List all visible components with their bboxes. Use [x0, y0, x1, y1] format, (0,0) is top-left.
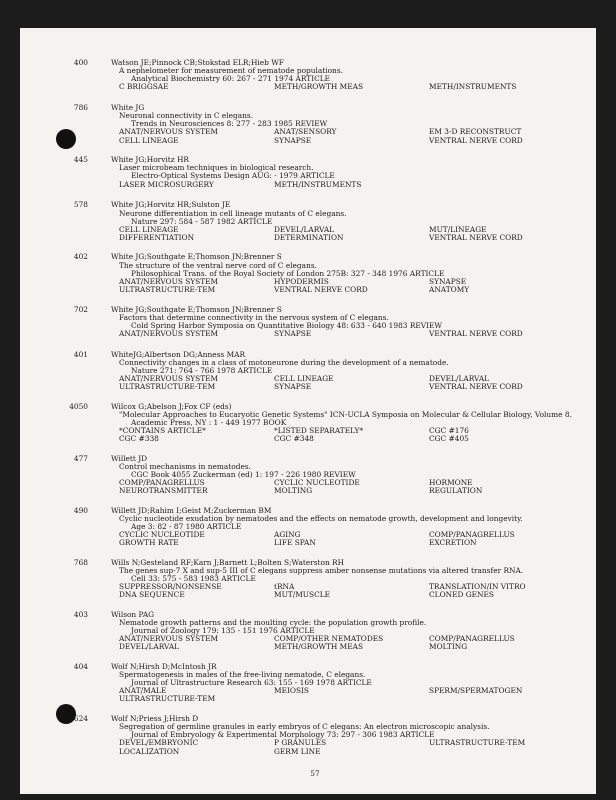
keyword: ULTRASTRUCTURE-TEM [119, 284, 216, 294]
entry-authors: Watson JE;Pinnock CB;Stokstad ELR;Hieb WF [111, 58, 284, 67]
entry-authors: White JG;Horvitz HR;Sulston JE [111, 200, 231, 210]
entry-source: Nature 297: 584 - 587 1982 ARTICLE [131, 216, 273, 226]
bibliography-entry [60, 611, 596, 651]
bibliography-list [60, 59, 596, 767]
keyword: P GRANULES [274, 738, 327, 748]
keyword-row [119, 137, 596, 145]
bibliography-entry [60, 104, 596, 144]
entry-number: 702 [73, 304, 88, 314]
keyword: METH/GROWTH MEAS [274, 642, 364, 652]
entry-source: Trends in Neurosciences 8: 277 - 283 1985 REVIEW [131, 119, 328, 129]
keyword-row [119, 583, 596, 591]
keyword: TRANSLATION/IN VITRO [429, 582, 526, 592]
keyword-row [119, 128, 596, 136]
keyword-row [119, 748, 596, 756]
entry-authors: Wills N;Gesteland RF;Karn J;Barnett L;Bolten S;Waterston RH [111, 557, 345, 567]
entry-source: Analytical Biochemistry 60: 267 - 271 1974 ARTICLE [131, 74, 331, 84]
keyword: ANAT/NERVOUS SYSTEM [119, 276, 219, 286]
keyword: tRNA [274, 582, 295, 592]
entry-source: Cold Spring Harbor Symposia on Quantitative Biology 48: 633 - 640 1983 REVIEW [131, 320, 443, 330]
entry-authors: White JG;Southgate E;Thomson JN;Brenner S [111, 304, 282, 314]
keyword-row [119, 591, 596, 599]
keyword: ANAT/NERVOUS SYSTEM [119, 328, 219, 338]
keyword: GROWTH RATE [119, 538, 179, 548]
entry-authors: WhiteJG;Albertson DG;Anness MAR [111, 349, 246, 359]
bibliography-entry [60, 403, 596, 443]
bibliography-entry [60, 59, 596, 91]
keyword: SUPPRESSOR/NONSENSE [119, 582, 222, 592]
keyword: MOLTING [429, 642, 468, 652]
keyword-row [119, 427, 596, 435]
entry-number: 445 [73, 155, 88, 165]
keyword: C BRIGGSAE [119, 82, 169, 92]
keyword-row [119, 234, 596, 242]
keyword: SYNAPSE [274, 135, 312, 145]
entry-number: 578 [73, 200, 88, 210]
entry-title: Connectivity changes in a class of motoneurone during the development of a nematode. [119, 357, 449, 367]
keyword: LOCALIZATION [119, 746, 180, 756]
entry-source: Nature 271: 764 - 766 1978 ARTICLE [131, 365, 273, 375]
entry-authors: White JG;Southgate E;Thomson JN;Brenner S [111, 252, 282, 262]
entry-source: Journal of Zoology 179: 135 - 151 1976 ARTICLE [131, 626, 315, 636]
entry-title: The genes sup-7 X and sup-5 III of C elegans suppress amber nonsense mutations via altered transfer RNA. [119, 566, 524, 576]
bibliography-entry [60, 253, 596, 293]
entry-title: Cyclic nucleotide exudation by nematodes and the effects on nematode growth, development and longevity. [119, 513, 523, 523]
entry-number: 624 [73, 714, 88, 724]
entry-number: 400 [73, 58, 88, 67]
entry-title: Segregation of germline granules in early embryos of C elegans: An electron microscopic analysis. [119, 722, 490, 732]
bibliography-entry [60, 507, 596, 547]
entry-title: Neuronal connectivity in C elegans. [119, 111, 254, 121]
keyword: ULTRASTRUCTURE-TEM [119, 382, 216, 392]
entry-source: Academic Press, NY : 1 - 449 1977 BOOK [131, 417, 287, 427]
entry-source: CGC Book 4055 Zuckerman (ed) 1: 197 - 226 1980 REVIEW [131, 470, 356, 480]
keyword: ANAT/MALE [119, 686, 167, 696]
keyword: VENTRAL NERVE CORD [429, 328, 523, 338]
keyword: CGC #176 [429, 426, 469, 436]
entry-source: Philosophical Trans. of the Royal Society of London 275B: 327 - 348 1976 ARTICLE [131, 268, 445, 278]
keyword: *LISTED SEPARATELY* [274, 426, 364, 436]
keyword: CELL LINEAGE [119, 224, 179, 234]
keyword: ANAT/NERVOUS SYSTEM [119, 634, 219, 644]
keyword: LASER MICROSURGERY [119, 179, 214, 189]
entry-authors: Wolf N;Hirsh D;McIntosh JR [111, 662, 217, 672]
page-number: 57 [310, 769, 320, 778]
keyword: EXCRETION [429, 538, 477, 548]
keyword-row [119, 539, 596, 547]
keyword: DETERMINATION [274, 232, 344, 242]
entry-number: 786 [73, 103, 88, 113]
keyword: CGC #405 [429, 434, 469, 444]
keyword: MEIOSIS [274, 686, 309, 696]
keyword: CLONED GENES [429, 590, 494, 600]
keyword: CELL LINEAGE [274, 373, 334, 383]
entry-number: 768 [73, 557, 88, 567]
bibliography-entry [60, 351, 596, 391]
keyword: ANATOMY [429, 284, 470, 294]
keyword: AGING [274, 530, 301, 540]
entry-number: 4050 [69, 401, 88, 411]
entry-source: Age 3: 82 - 87 1980 ARTICLE [131, 522, 242, 532]
keyword: SYNAPSE [274, 382, 312, 392]
keyword: DEVEL/LARVAL [429, 373, 490, 383]
keyword: METH/INSTRUMENTS [429, 82, 517, 92]
entry-number: 402 [73, 252, 88, 262]
bibliography-entry [60, 455, 596, 495]
keyword: ANAT/NERVOUS SYSTEM [119, 127, 219, 137]
keyword: CYCLIC NUCLEOTIDE [274, 478, 360, 488]
entry-authors: Wilcox G;Abelson J;Fox CF (eds) [111, 401, 232, 411]
keyword: DNA SEQUENCE [119, 590, 185, 600]
bibliography-entry [60, 715, 596, 755]
keyword-row [119, 643, 596, 651]
keyword: GERM LINE [274, 746, 321, 756]
keyword: COMP/OTHER NEMATODES [274, 634, 384, 644]
entry-authors: Willett JD;Rahim I;Geist M;Zuckerman BM [111, 505, 272, 515]
keyword: DEVEL/EMBRYONIC [119, 738, 199, 748]
entry-authors: Willett JD [111, 453, 148, 463]
keyword: METH/GROWTH MEAS [274, 82, 364, 92]
keyword: HORMONE [429, 478, 473, 488]
keyword: REGULATION [429, 486, 483, 496]
bibliography-entry [60, 201, 596, 241]
entry-number: 403 [73, 610, 88, 620]
keyword: ANAT/SENSORY [274, 127, 337, 137]
keyword: NEUROTRANSMITTER [119, 486, 208, 496]
keyword: SYNAPSE [429, 276, 467, 286]
entry-title: A nephelometer for measurement of nematode populations. [119, 66, 343, 76]
keyword-row [119, 181, 596, 189]
keyword: ULTRASTRUCTURE-TEM [119, 694, 216, 704]
entry-title: "Molecular Approaches to Eucaryotic Genetic Systems" ICN-UCLA Symposia on Molecular & Cellular Biology, Volume 8. [119, 409, 572, 419]
keyword: VENTRAL NERVE CORD [429, 232, 523, 242]
keyword: COMP/PANAGRELLUS [429, 634, 515, 644]
keyword-row [119, 531, 596, 539]
entry-authors: White JG;Horvitz HR [111, 155, 189, 165]
entry-number: 477 [73, 453, 88, 463]
keyword-row [119, 695, 596, 703]
entry-source: Cell 33: 575 - 583 1983 ARTICLE [131, 574, 256, 584]
keyword: MUT/LINEAGE [429, 224, 487, 234]
entry-title: Neurone differentiation in cell lineage mutants of C elegans. [119, 208, 347, 218]
keyword: ANAT/NERVOUS SYSTEM [119, 373, 219, 383]
keyword: EM 3-D RECONSTRUCT [429, 127, 522, 137]
entry-source: Journal of Ultrastructure Research 63: 155 - 169 1978 ARTICLE [131, 678, 372, 688]
keyword: CGC #348 [274, 434, 314, 444]
entry-title: Laser microbeam techniques in biological research. [119, 163, 314, 173]
keyword [274, 695, 429, 703]
keyword: CGC #338 [119, 434, 159, 444]
keyword: MOLTING [274, 486, 313, 496]
keyword: CELL LINEAGE [119, 135, 179, 145]
entry-source: Electro-Optical Systems Design AUG: - 1979 ARTICLE [131, 171, 335, 181]
keyword-row [119, 487, 596, 495]
entry-title: Control mechanisms in nematodes. [119, 461, 251, 471]
keyword: COMP/PANAGRELLUS [119, 478, 205, 488]
keyword: VENTRAL NERVE CORD [429, 382, 523, 392]
entry-number: 401 [73, 349, 88, 359]
entry-title: Factors that determine connectivity in the nervous system of C elegans. [119, 312, 389, 322]
entry-number: 490 [73, 505, 88, 515]
entry-authors: Wilson PAG [111, 610, 155, 620]
keyword-row [119, 286, 596, 294]
keyword: VENTRAL NERVE CORD [429, 135, 523, 145]
keyword-row [119, 435, 596, 443]
keyword: SPERM/SPERMATOGEN [429, 686, 523, 696]
entry-source: Journal of Embryology & Experimental Morphology 73: 297 - 306 1983 ARTICLE [131, 730, 435, 740]
keyword: CYCLIC NUCLEOTIDE [119, 530, 205, 540]
keyword: DEVEL/LARVAL [274, 224, 335, 234]
keyword: SYNAPSE [274, 328, 312, 338]
keyword-row [119, 383, 596, 391]
entry-title: Nematode growth patterns and the moulting cycle: the population growth profile. [119, 618, 427, 628]
keyword-row [119, 739, 596, 747]
bibliography-entry [60, 306, 596, 338]
keyword: HYPODERMIS [274, 276, 329, 286]
keyword: METH/INSTRUMENTS [274, 179, 362, 189]
keyword: LIFE SPAN [274, 538, 316, 548]
document-page [20, 28, 596, 794]
entry-title: Spermatogenesis in males of the free-living nematode, C elegans. [119, 670, 366, 680]
entry-title: The structure of the ventral nerve cord of C elegans. [119, 260, 317, 270]
keyword: VENTRAL NERVE CORD [274, 284, 368, 294]
keyword: ULTRASTRUCTURE-TEM [429, 738, 526, 748]
keyword: MUT/MUSCLE [274, 590, 331, 600]
keyword-row [119, 330, 596, 338]
keyword: *CONTAINS ARTICLE* [119, 426, 206, 436]
bibliography-entry [60, 156, 596, 188]
entry-authors: Wolf N;Priess J;Hirsh D [111, 714, 199, 724]
keyword-row [119, 83, 596, 91]
bibliography-entry [60, 559, 596, 599]
keyword: DEVEL/LARVAL [119, 642, 180, 652]
entry-number: 404 [73, 662, 88, 672]
entry-authors: White JG [111, 103, 145, 113]
keyword: COMP/PANAGRELLUS [429, 530, 515, 540]
keyword: DIFFERENTIATION [119, 232, 195, 242]
bibliography-entry [60, 663, 596, 703]
